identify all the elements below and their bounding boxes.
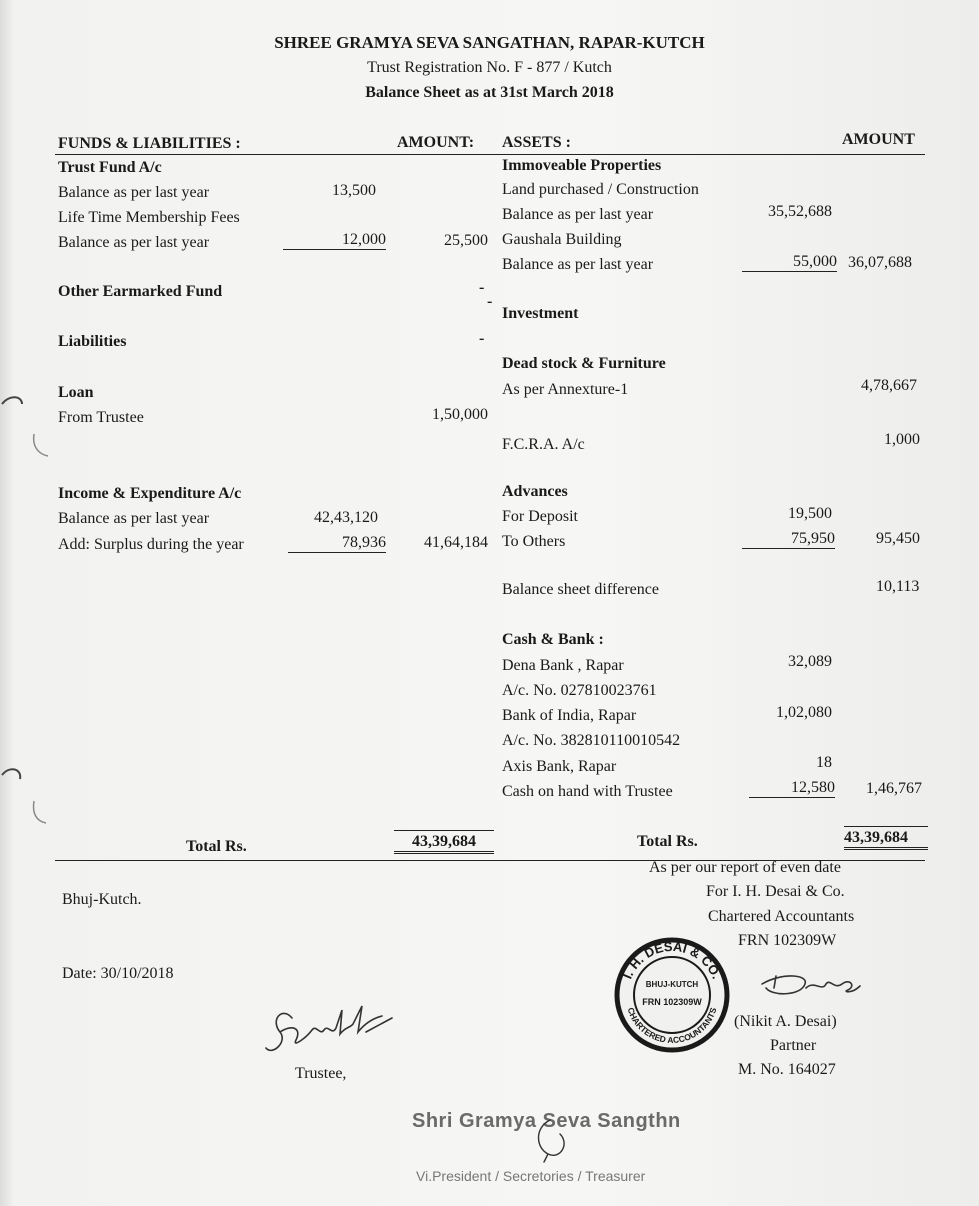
- trustee-label: Trustee,: [295, 1065, 347, 1082]
- amount-right-header: AMOUNT: [842, 131, 915, 148]
- registration-line: Trust Registration No. F - 877 / Kutch: [367, 59, 612, 76]
- date-text: Date: 30/10/2018: [62, 965, 174, 982]
- stamp-signature-icon: [520, 1114, 580, 1164]
- svg-text:FRN 102309W: FRN 102309W: [642, 997, 702, 1007]
- cash-on-hand-value: 12,580: [749, 779, 835, 798]
- svg-text:CHARTERED ACCOUNTANTS: CHARTERED ACCOUNTANTS: [625, 1006, 719, 1046]
- sheet-title: Balance Sheet as at 31st March 2018: [365, 84, 614, 101]
- svg-text:I. H. DESAI & CO.: I. H. DESAI & CO.: [619, 938, 725, 981]
- ie-total: 41,64,184: [424, 534, 488, 551]
- organisation-stamp-subtitle: Vi.President / Secretories / Treasurer: [416, 1168, 646, 1184]
- liabilities-total-label: Total Rs.: [186, 838, 247, 855]
- liabilities-column-header: FUNDS & LIABILITIES :: [58, 135, 241, 152]
- difference-label: Balance sheet difference: [502, 581, 659, 598]
- earmarked-fund-heading: Other Earmarked Fund: [58, 283, 223, 300]
- auditor-seal-icon: [612, 935, 732, 1055]
- cash-bank-total: 1,46,767: [866, 780, 922, 797]
- trust-fund-heading: Trust Fund A/c: [58, 159, 162, 176]
- assets-total-label: Total Rs.: [637, 833, 698, 850]
- annexture-label: As per Annexture-1: [502, 381, 629, 398]
- dead-stock-heading: Dead stock & Furniture: [502, 355, 666, 372]
- boi-label: Bank of India, Rapar: [502, 707, 637, 724]
- income-expenditure-heading: Income & Expenditure A/c: [58, 485, 242, 502]
- fcra-label: F.C.R.A. A/c: [502, 436, 585, 453]
- membership-balance-label: Balance as per last year: [58, 234, 210, 251]
- ie-balance-value: 42,43,120: [314, 509, 378, 526]
- liabilities-heading: Liabilities: [58, 333, 127, 350]
- cash-on-hand-label: Cash on hand with Trustee: [502, 783, 673, 800]
- assets-total-value: 43,39,684: [844, 826, 928, 850]
- to-others-label: To Others: [502, 533, 566, 550]
- firm-designation: Chartered Accountants: [708, 908, 855, 925]
- partner-signature-icon: [752, 966, 872, 1006]
- axis-bank-label: Axis Bank, Rapar: [502, 758, 617, 775]
- svg-text:BHUJ-KUTCH: BHUJ-KUTCH: [645, 980, 699, 989]
- advances-heading: Advances: [502, 483, 568, 500]
- gaushala-label: Gaushala Building: [502, 231, 622, 248]
- trust-fund-total: 25,500: [444, 232, 488, 249]
- investment-value: -: [487, 293, 493, 310]
- dena-bank-label: Dena Bank , Rapar: [502, 657, 624, 674]
- deposit-value: 19,500: [788, 505, 832, 522]
- organisation-stamp: Shri Gramya Seva Sangthn: [412, 1110, 681, 1132]
- membership-number: M. No. 164027: [738, 1061, 836, 1078]
- header-rule: [55, 154, 925, 155]
- deposit-label: For Deposit: [502, 508, 578, 525]
- land-label: Land purchased / Construction: [502, 181, 699, 198]
- ie-surplus-label: Add: Surplus during the year: [58, 536, 244, 553]
- place-text: Bhuj-Kutch.: [62, 891, 142, 908]
- immoveable-total: 36,07,688: [848, 254, 912, 271]
- gaushala-balance-value: 55,000: [742, 253, 837, 272]
- amount-left-header: AMOUNT:: [397, 134, 475, 151]
- cash-bank-heading: Cash & Bank :: [502, 631, 604, 648]
- boi-account-number: A/c. No. 382810110010542: [502, 732, 681, 749]
- partner-name: (Nikit A. Desai): [734, 1013, 837, 1030]
- assets-column-header: ASSETS :: [502, 134, 571, 151]
- land-balance-value: 35,52,688: [768, 203, 832, 220]
- binding-hole-icon: [0, 765, 50, 835]
- trust-fund-balance-label: Balance as per last year: [58, 184, 210, 201]
- loan-from-trustee-label: From Trustee: [58, 409, 144, 426]
- dena-account-number: A/c. No. 027810023761: [502, 682, 657, 699]
- ie-surplus-value: 78,936: [288, 534, 386, 553]
- annexture-value: 4,78,667: [861, 377, 917, 394]
- land-balance-label: Balance as per last year: [502, 206, 654, 223]
- partner-title: Partner: [770, 1037, 817, 1054]
- firm-frn: FRN 102309W: [738, 932, 837, 949]
- org-title: SHREE GRAMYA SEVA SANGATHAN, RAPAR-KUTCH: [274, 33, 705, 52]
- difference-value: 10,113: [876, 578, 920, 595]
- firm-name: For I. H. Desai & Co.: [706, 883, 845, 900]
- liabilities-value: -: [479, 330, 485, 347]
- liabilities-total-value: 43,39,684: [394, 830, 494, 854]
- to-others-value: 75,950: [742, 530, 835, 549]
- membership-fees-label: Life Time Membership Fees: [58, 209, 240, 226]
- earmarked-fund-value: -: [479, 279, 485, 296]
- ie-balance-label: Balance as per last year: [58, 510, 210, 527]
- investment-heading: Investment: [502, 305, 579, 322]
- loan-value: 1,50,000: [432, 406, 488, 423]
- axis-bank-value: 18: [816, 754, 832, 771]
- immoveable-heading: Immoveable Properties: [502, 157, 662, 174]
- trustee-signature-icon: [262, 998, 402, 1060]
- binding-hole-icon: [0, 390, 50, 460]
- membership-balance-value: 12,000: [283, 231, 386, 250]
- fcra-value: 1,000: [884, 431, 920, 448]
- loan-heading: Loan: [58, 384, 94, 401]
- gaushala-balance-label: Balance as per last year: [502, 256, 654, 273]
- advances-total: 95,450: [876, 530, 920, 547]
- boi-value: 1,02,080: [776, 704, 832, 721]
- report-note: As per our report of even date: [649, 859, 841, 876]
- trust-fund-balance-value: 13,500: [332, 182, 376, 199]
- dena-bank-value: 32,089: [788, 653, 832, 670]
